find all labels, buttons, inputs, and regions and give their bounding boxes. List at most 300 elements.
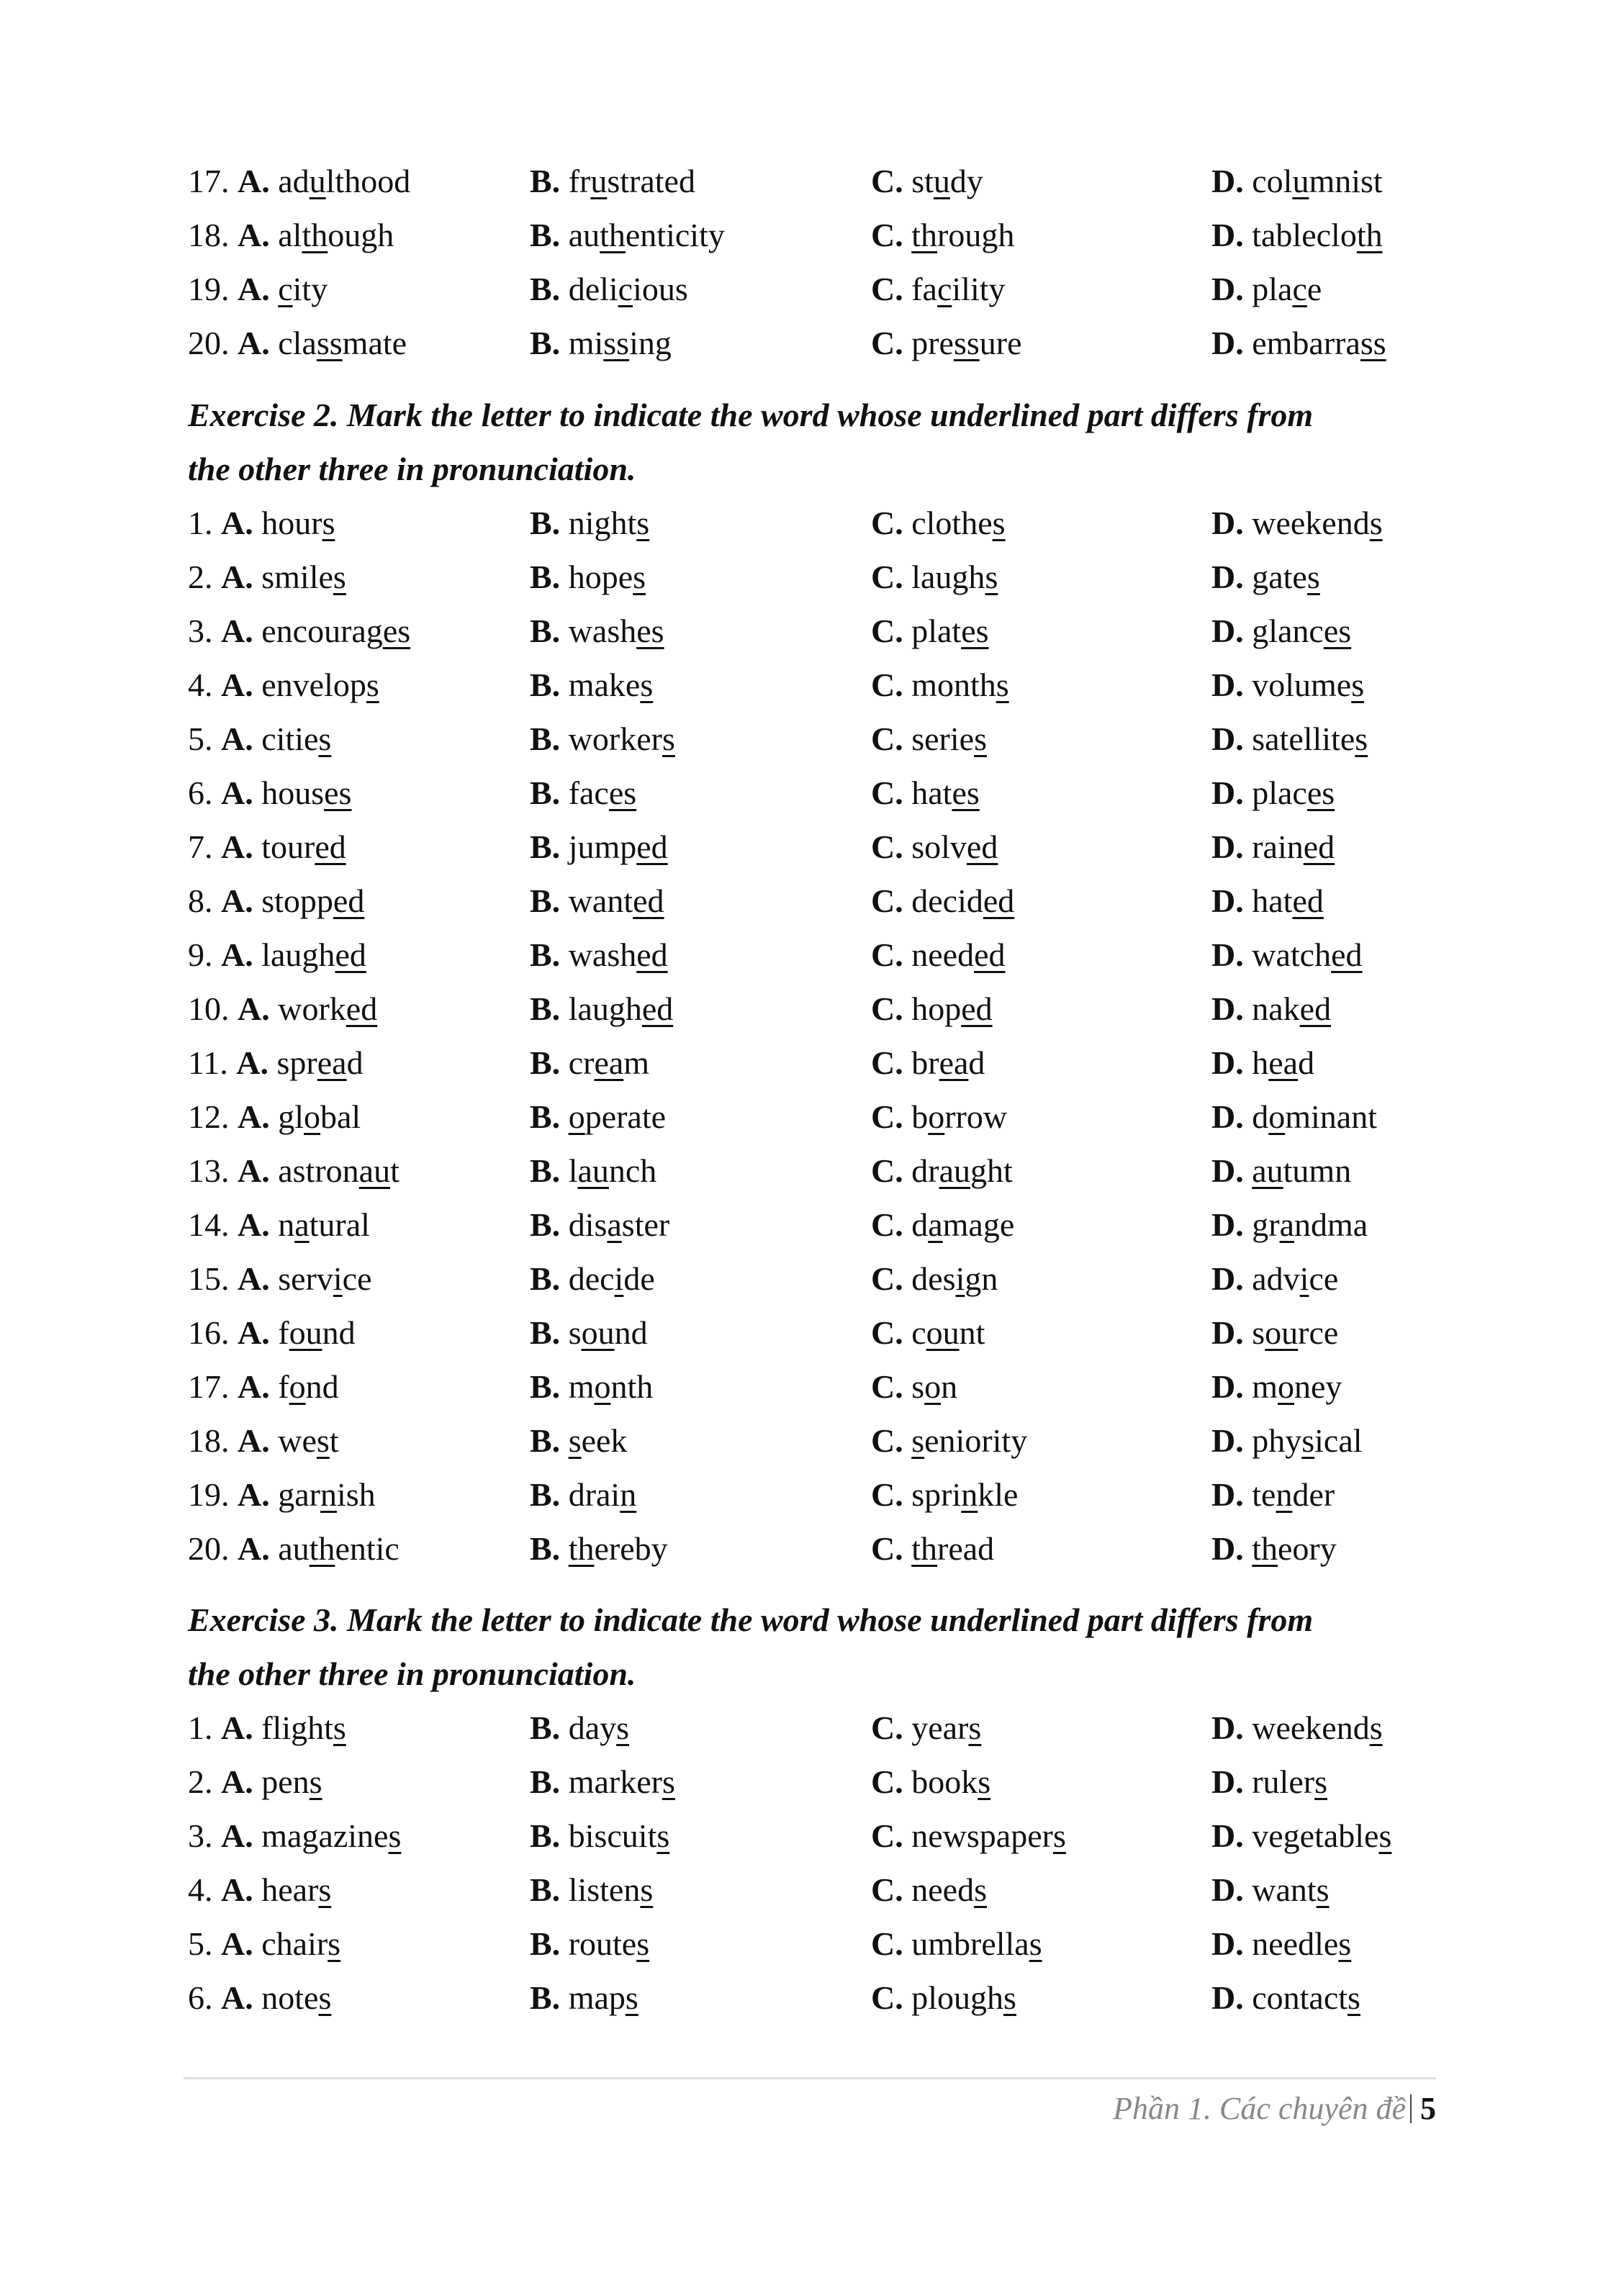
answer-option xyxy=(530,1917,649,1971)
option-letter: C. xyxy=(871,990,903,1027)
answer-option xyxy=(188,982,377,1036)
word-part: fac xyxy=(568,774,609,811)
option-letter: A. xyxy=(238,990,270,1027)
answer-option xyxy=(188,550,346,604)
word-part: rce xyxy=(1298,1314,1339,1351)
underlined-part: th xyxy=(302,217,328,253)
word-part: plac xyxy=(1252,774,1307,811)
option-letter: D. xyxy=(1211,990,1244,1027)
underlined-part: ea xyxy=(939,1044,969,1081)
option-letter: D. xyxy=(1211,1260,1244,1297)
answer-option xyxy=(1211,550,1320,604)
question-number: 9. xyxy=(188,936,213,973)
underlined-part: u xyxy=(590,163,608,199)
question-number: 4. xyxy=(188,1871,213,1908)
footer-title: Phần 1. Các chuyên đề xyxy=(1113,2091,1406,2126)
word-part: f xyxy=(278,1314,289,1351)
option-letter: A. xyxy=(221,505,253,541)
word-part: embarra xyxy=(1252,325,1360,361)
question-row xyxy=(188,1252,1455,1306)
question-row xyxy=(188,1414,1455,1468)
word-part: te xyxy=(1252,1476,1276,1513)
word-part: jump xyxy=(568,828,637,865)
word-part: worker xyxy=(568,720,662,757)
answer-option xyxy=(1211,982,1331,1036)
answer-option xyxy=(188,1414,339,1468)
word-part: de xyxy=(623,1260,655,1297)
underlined-part: ed xyxy=(633,882,664,919)
word-part: ing xyxy=(629,325,672,361)
underlined-part: es xyxy=(952,774,980,811)
underlined-part: ss xyxy=(953,325,980,361)
answer-option xyxy=(530,712,675,766)
answer-option xyxy=(871,982,993,1036)
word-part: hope xyxy=(568,559,633,595)
option-letter: B. xyxy=(530,505,561,541)
question-number: 19. xyxy=(188,271,230,307)
underlined-part: s xyxy=(1029,1925,1042,1962)
option-letter: B. xyxy=(530,1530,561,1567)
answer-option xyxy=(188,1701,346,1755)
answer-option xyxy=(1211,1144,1351,1198)
question-row xyxy=(188,1468,1455,1522)
word-part: ure xyxy=(979,325,1022,361)
underlined-part: ed xyxy=(315,828,346,865)
question-number: 1. xyxy=(188,505,213,541)
word-part: marker xyxy=(568,1763,662,1800)
option-letter: C. xyxy=(871,1817,903,1854)
answer-option xyxy=(188,1971,331,2025)
word-part: drai xyxy=(568,1476,620,1513)
answer-option xyxy=(188,1036,364,1090)
word-part: gl xyxy=(278,1098,304,1135)
underlined-part: s xyxy=(985,559,998,595)
underlined-part: ss xyxy=(1360,325,1386,361)
option-letter: A. xyxy=(221,936,253,973)
option-letter: C. xyxy=(871,1979,903,2016)
word-part: envelop xyxy=(261,666,366,703)
answer-option xyxy=(530,820,668,874)
option-letter: C. xyxy=(871,720,903,757)
answer-option xyxy=(1211,1306,1338,1360)
underlined-part: ed xyxy=(636,936,668,973)
word-part: gn xyxy=(965,1260,998,1297)
word-part: weekend xyxy=(1252,505,1370,541)
answer-option xyxy=(1211,604,1351,658)
underlined-part: ed xyxy=(966,828,998,865)
answer-option xyxy=(871,1414,1027,1468)
word-part: fr xyxy=(568,163,591,199)
option-letter: D. xyxy=(1211,936,1244,973)
option-letter: A. xyxy=(221,1763,253,1800)
underlined-part: a xyxy=(1279,1206,1294,1243)
underlined-part: ed xyxy=(1303,828,1335,865)
word-part: clothe xyxy=(911,505,993,541)
question-number: 14. xyxy=(188,1206,230,1243)
answer-option xyxy=(1211,874,1324,928)
underlined-part: ed xyxy=(1299,990,1332,1027)
answer-option xyxy=(1211,1414,1363,1468)
word-part: serv xyxy=(278,1260,333,1297)
underlined-part: a xyxy=(294,1206,310,1243)
underlined-part: au xyxy=(577,1152,609,1189)
underlined-part: ou xyxy=(289,1314,322,1351)
underlined-part: s xyxy=(996,666,1009,703)
underlined-part: s xyxy=(388,1817,402,1854)
word-part: h xyxy=(1252,1044,1269,1081)
word-part: citie xyxy=(261,720,319,757)
answer-option xyxy=(530,1360,653,1414)
question-number: 8. xyxy=(188,882,213,919)
footer-separator xyxy=(1410,2094,1412,2123)
word-part: tableclo xyxy=(1252,217,1357,253)
question-number: 10. xyxy=(188,990,230,1027)
option-letter: C. xyxy=(871,1476,903,1513)
option-letter: B. xyxy=(530,1871,561,1908)
option-letter: D. xyxy=(1211,1098,1244,1135)
answer-option xyxy=(1211,262,1322,316)
option-letter: B. xyxy=(530,217,561,253)
answer-option xyxy=(1211,154,1383,208)
option-letter: B. xyxy=(530,990,561,1027)
word-part: mnist xyxy=(1309,163,1383,199)
underlined-part: s xyxy=(366,666,379,703)
question-number: 13. xyxy=(188,1152,230,1189)
word-part: hear xyxy=(261,1871,319,1908)
option-letter: D. xyxy=(1211,1476,1244,1513)
word-part: hat xyxy=(1252,882,1293,919)
answer-option xyxy=(1211,1360,1342,1414)
question-number: 3. xyxy=(188,1817,213,1854)
question-row xyxy=(188,928,1455,982)
option-letter: D. xyxy=(1211,1368,1244,1405)
question-number: 17. xyxy=(188,163,230,199)
question-number: 5. xyxy=(188,720,213,757)
page-number: 5 xyxy=(1420,2091,1436,2126)
answer-option xyxy=(1211,766,1335,820)
answer-option xyxy=(871,1971,1016,2025)
underlined-part: ea xyxy=(317,1044,347,1081)
option-letter: B. xyxy=(530,613,561,649)
underlined-part: u xyxy=(309,163,326,199)
question-number: 20. xyxy=(188,1530,230,1567)
underlined-part: s xyxy=(968,1709,982,1746)
underlined-part: th xyxy=(911,1530,938,1567)
option-letter: B. xyxy=(530,1476,561,1513)
question-row xyxy=(188,1360,1455,1414)
word-part: tour xyxy=(261,828,315,865)
question-row xyxy=(188,154,1455,208)
answer-option xyxy=(871,1468,1018,1522)
underlined-part: s xyxy=(1351,666,1365,703)
option-letter: B. xyxy=(530,1098,561,1135)
underlined-part: ou xyxy=(926,1314,960,1351)
answer-option xyxy=(188,874,364,928)
word-part: m xyxy=(568,1368,595,1405)
word-part: satellite xyxy=(1252,720,1355,757)
question-row xyxy=(188,874,1455,928)
word-part: laugh xyxy=(568,990,642,1027)
word-part: year xyxy=(911,1709,969,1746)
answer-option xyxy=(188,1863,331,1917)
word-part: dec xyxy=(568,1260,615,1297)
option-letter: A. xyxy=(221,828,253,865)
option-letter: B. xyxy=(530,720,561,757)
option-letter: A. xyxy=(238,1530,270,1567)
word-part: au xyxy=(278,1530,310,1567)
underlined-part: s xyxy=(328,1925,341,1962)
question-row xyxy=(188,658,1455,712)
option-letter: D. xyxy=(1211,559,1244,595)
exercise-3 xyxy=(188,1593,1455,2025)
option-letter: D. xyxy=(1211,774,1244,811)
word-part: entic xyxy=(335,1530,400,1567)
option-letter: B. xyxy=(530,1925,561,1962)
word-part: b xyxy=(911,1098,929,1135)
option-letter: A. xyxy=(236,1044,269,1081)
answer-option xyxy=(871,820,998,874)
question-row xyxy=(188,712,1455,766)
answer-option xyxy=(1211,1468,1335,1522)
question-number: 20. xyxy=(188,325,230,361)
word-part: glanc xyxy=(1252,613,1324,649)
answer-option xyxy=(530,1414,627,1468)
answer-option xyxy=(530,1198,669,1252)
option-letter: B. xyxy=(530,271,561,307)
option-letter: D. xyxy=(1211,720,1244,757)
question-row xyxy=(188,820,1455,874)
word-part: listen xyxy=(568,1871,641,1908)
word-part: d xyxy=(346,1044,364,1081)
option-letter: A. xyxy=(238,1368,270,1405)
answer-option xyxy=(188,496,335,550)
answer-option xyxy=(188,1522,400,1576)
word-part: map xyxy=(568,1979,626,2016)
underlined-part: ed xyxy=(333,882,365,919)
option-letter: A. xyxy=(238,325,270,361)
word-part: m xyxy=(623,1044,650,1081)
word-part: t xyxy=(329,1422,339,1459)
question-number: 19. xyxy=(188,1476,230,1513)
question-row xyxy=(188,766,1455,820)
answer-option xyxy=(530,1252,655,1306)
word-part: ough xyxy=(328,217,394,253)
answer-option xyxy=(871,154,983,208)
option-letter: A. xyxy=(238,217,270,253)
word-part: ruler xyxy=(1252,1763,1315,1800)
question-row xyxy=(188,1306,1455,1360)
option-letter: D. xyxy=(1211,217,1244,253)
answer-option xyxy=(1211,1522,1337,1576)
option-letter: C. xyxy=(871,1098,903,1135)
underlined-part: ed xyxy=(346,990,378,1027)
answer-option xyxy=(871,928,1006,982)
word-part: encourag xyxy=(261,613,383,649)
question-number: 6. xyxy=(188,1979,213,2016)
option-letter: C. xyxy=(871,271,903,307)
option-letter: A. xyxy=(221,1925,253,1962)
answer-option xyxy=(188,262,328,316)
option-letter: A. xyxy=(221,613,253,649)
answer-option xyxy=(530,208,725,262)
exercise-heading-line: the other three in pronunciation. xyxy=(188,1655,636,1692)
option-letter: B. xyxy=(530,666,561,703)
word-part: s xyxy=(911,1368,925,1405)
option-letter: D. xyxy=(1211,505,1244,541)
option-letter: D. xyxy=(1211,1925,1244,1962)
question-row xyxy=(188,1036,1455,1090)
answer-option xyxy=(871,1360,957,1414)
underlined-part: s xyxy=(1316,1871,1330,1908)
answer-option xyxy=(1211,1036,1314,1090)
underlined-part: s xyxy=(974,720,987,757)
word-part: newspaper xyxy=(911,1817,1053,1854)
word-part: ndma xyxy=(1294,1206,1368,1243)
word-part: t xyxy=(390,1152,400,1189)
answer-option xyxy=(871,1144,1013,1198)
word-part: hour xyxy=(261,505,322,541)
word-part: wash xyxy=(568,613,637,649)
question-number: 6. xyxy=(188,774,213,811)
answer-option xyxy=(871,1090,1007,1144)
underlined-part: es xyxy=(608,774,637,811)
option-letter: A. xyxy=(238,1422,270,1459)
underlined-part: th xyxy=(568,1530,595,1567)
word-part: c xyxy=(911,1314,926,1351)
question-row xyxy=(188,262,1455,316)
word-part: route xyxy=(568,1925,637,1962)
word-part: n xyxy=(278,1206,295,1243)
answer-option xyxy=(871,1252,998,1306)
answer-option xyxy=(188,820,346,874)
word-part: ney xyxy=(1294,1368,1342,1405)
option-letter: D. xyxy=(1211,1314,1244,1351)
word-part: stopp xyxy=(261,882,333,919)
underlined-part: ed xyxy=(1292,882,1324,919)
word-part: gate xyxy=(1252,559,1307,595)
underlined-part: s xyxy=(318,720,332,757)
answer-option xyxy=(188,1809,401,1863)
word-part: deli xyxy=(568,271,618,307)
word-part: want xyxy=(1252,1871,1317,1908)
word-part: nth xyxy=(610,1368,654,1405)
answer-option xyxy=(871,208,1014,262)
underlined-part: th xyxy=(1356,217,1383,253)
answer-option xyxy=(871,316,1022,370)
question-row xyxy=(188,982,1455,1036)
word-part: eory xyxy=(1278,1530,1337,1567)
answer-option xyxy=(530,604,664,658)
word-part: nak xyxy=(1252,990,1300,1027)
underlined-part: ss xyxy=(603,325,630,361)
word-part: perate xyxy=(584,1098,667,1135)
question-number: 4. xyxy=(188,666,213,703)
word-part: eniority xyxy=(924,1422,1028,1459)
word-part: ad xyxy=(278,163,310,199)
word-part: eek xyxy=(581,1422,628,1459)
answer-option xyxy=(188,1755,322,1809)
question-row xyxy=(188,604,1455,658)
underlined-part: c xyxy=(618,271,633,307)
answer-option xyxy=(530,928,668,982)
word-part: ce xyxy=(342,1260,372,1297)
question-row xyxy=(188,1755,1455,1809)
option-letter: A. xyxy=(221,774,253,811)
exercise-heading-line: Exercise 3. Mark the letter to indicate the word whose underlined part differs from xyxy=(188,1601,1314,1638)
word-part: s xyxy=(1252,1314,1265,1351)
underlined-part: s xyxy=(318,1979,332,2016)
question-number: 16. xyxy=(188,1314,230,1351)
answer-option xyxy=(188,1468,376,1522)
footer-divider xyxy=(184,2077,1436,2079)
underlined-part: s xyxy=(1314,1763,1327,1800)
option-letter: C. xyxy=(871,505,903,541)
question-number: 5. xyxy=(188,1925,213,1962)
answer-option xyxy=(530,1971,638,2025)
word-part: serie xyxy=(911,720,975,757)
option-letter: B. xyxy=(530,163,561,199)
word-part: pen xyxy=(261,1763,310,1800)
underlined-part: c xyxy=(1292,271,1307,307)
word-part: strated xyxy=(607,163,695,199)
answer-option xyxy=(1211,496,1383,550)
word-part: gar xyxy=(278,1476,320,1513)
answer-option xyxy=(1211,1971,1360,2025)
question-number: 12. xyxy=(188,1098,230,1135)
underlined-part: u xyxy=(1292,163,1309,199)
option-letter: B. xyxy=(530,882,561,919)
question-number: 2. xyxy=(188,1763,213,1800)
answer-option xyxy=(188,712,331,766)
underlined-part: s xyxy=(1369,505,1383,541)
word-part: magazine xyxy=(261,1817,389,1854)
answer-option xyxy=(871,262,1006,316)
underlined-part: es xyxy=(961,613,989,649)
underlined-part: s xyxy=(662,720,675,757)
option-letter: D. xyxy=(1211,1871,1244,1908)
underlined-part: s xyxy=(333,559,346,595)
underlined-part: s xyxy=(1003,1979,1016,2016)
word-part: spri xyxy=(911,1476,962,1513)
answer-option xyxy=(530,1036,649,1090)
option-letter: D. xyxy=(1211,163,1244,199)
option-letter: A. xyxy=(238,1260,270,1297)
underlined-part: au xyxy=(939,1152,970,1189)
word-part: s xyxy=(568,1314,582,1351)
underlined-part: es xyxy=(382,613,411,649)
underlined-part: n xyxy=(320,1476,337,1513)
word-part: ce xyxy=(1309,1260,1339,1297)
answer-option xyxy=(1211,658,1364,712)
answer-option xyxy=(1211,1701,1383,1755)
option-letter: B. xyxy=(530,1422,561,1459)
word-part: solv xyxy=(911,828,967,865)
underlined-part: ea xyxy=(594,1044,624,1081)
answer-option xyxy=(530,766,636,820)
word-part: flight xyxy=(261,1709,333,1746)
underlined-part: s xyxy=(616,1709,630,1746)
option-letter: A. xyxy=(221,720,253,757)
underlined-part: s xyxy=(1306,559,1320,595)
question-number: 17. xyxy=(188,1368,230,1405)
option-letter: B. xyxy=(530,1709,561,1746)
option-letter: B. xyxy=(530,1206,561,1243)
answer-option xyxy=(188,1144,400,1198)
option-letter: B. xyxy=(530,1979,561,2016)
word-part: laugh xyxy=(261,936,335,973)
underlined-part: th xyxy=(911,217,938,253)
question-row xyxy=(188,550,1455,604)
